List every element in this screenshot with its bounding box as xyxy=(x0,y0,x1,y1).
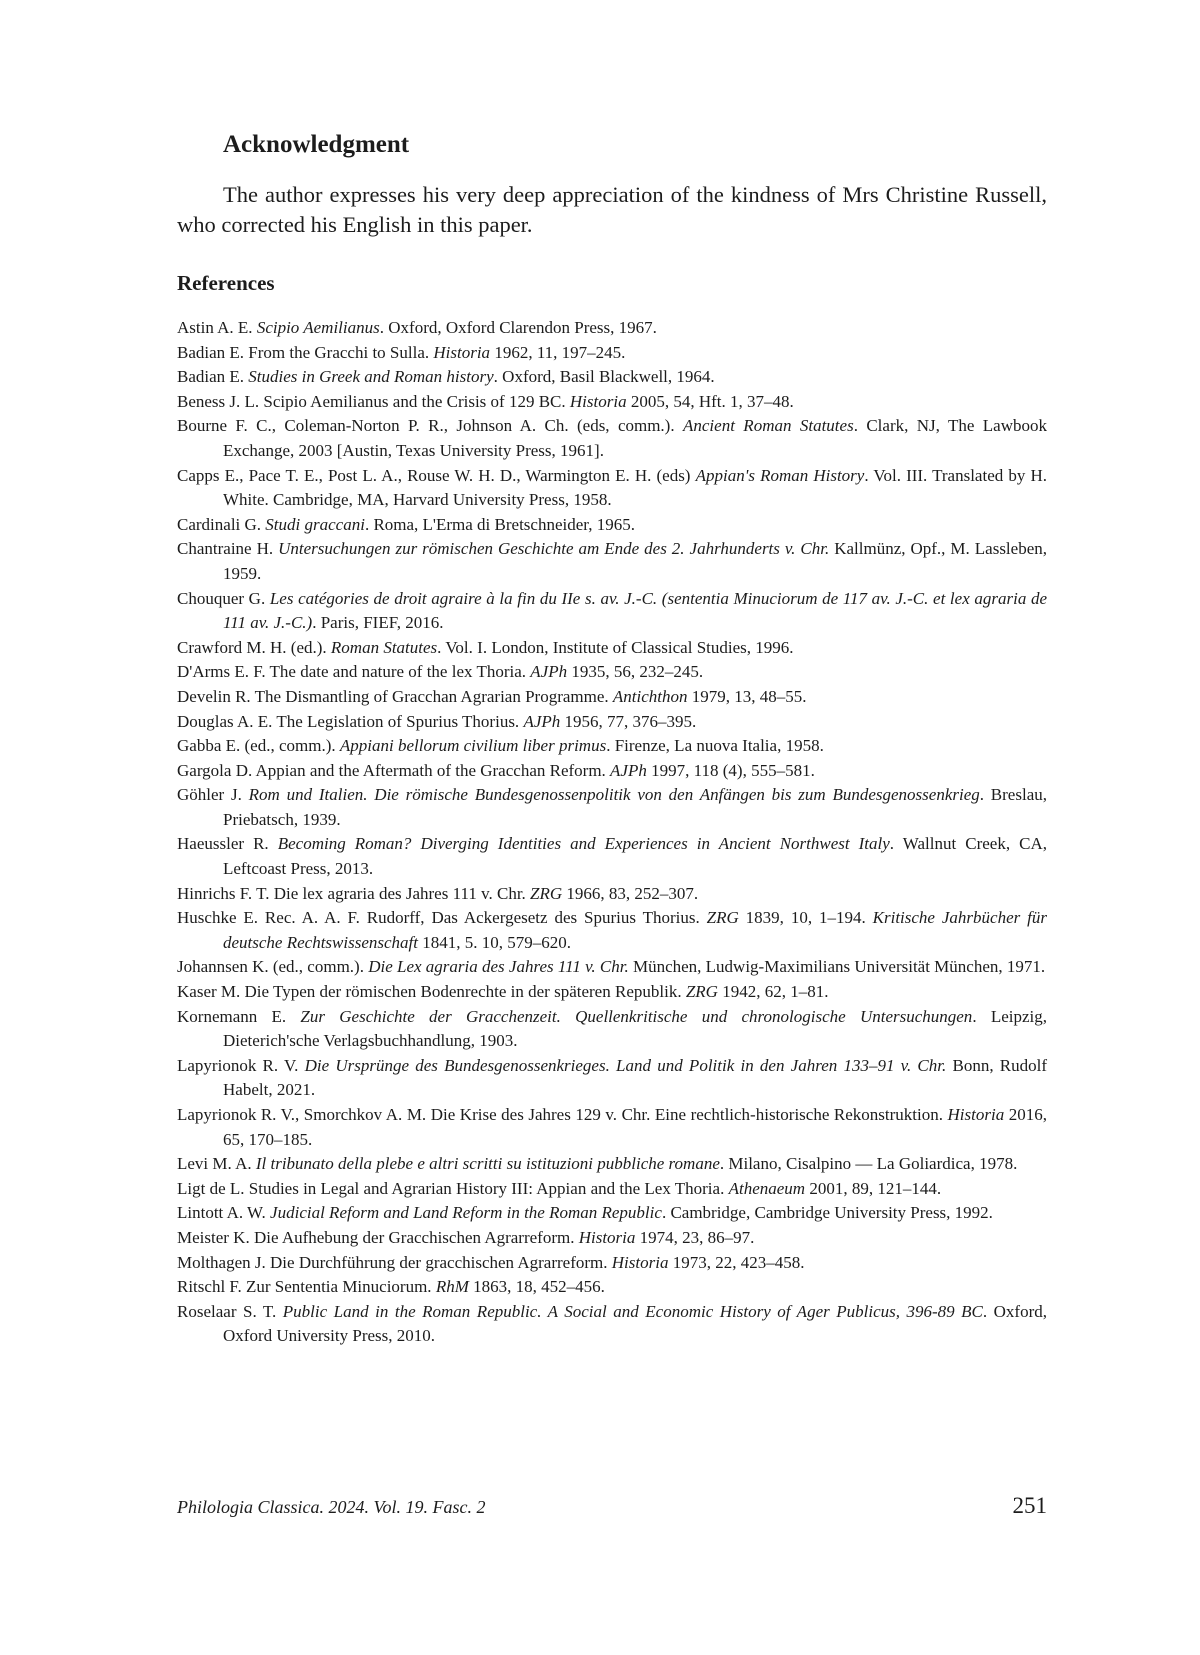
reference-title: Kritische Jahrbücher für deutsche Rechtswissenschaft xyxy=(223,908,1047,952)
reference-text: Lapyrionok R. V. xyxy=(177,1055,305,1075)
reference-item xyxy=(177,390,1047,415)
reference-item xyxy=(177,1152,1047,1177)
references-heading: References xyxy=(177,271,275,295)
reference-text: . Clark, NJ, The Lawbook Exchange, 2003 [Austin, Texas University Press, 1961]. xyxy=(223,416,1047,460)
reference-text: Chantraine H. xyxy=(177,539,279,559)
reference-title: AJPh xyxy=(610,760,647,780)
reference-title: Il tribunato della plebe e altri scritti su istituzioni pubbliche romane xyxy=(255,1154,720,1174)
reference-text: Hinrichs F. T. Die lex agraria des Jahres 111 v. Chr. xyxy=(177,883,531,903)
reference-item xyxy=(177,1300,1047,1349)
reference-item xyxy=(177,1201,1047,1226)
reference-title: Les catégories de droit agraire à la fin du IIe s. av. J.-C. (sententia Minuciorum de 117 av. J.-C. et lex agraria de 111 av. J.-C.) xyxy=(223,588,1047,633)
reference-title: Roman Statutes xyxy=(330,637,438,657)
reference-title: Becoming Roman? Diverging Identities and Experiences in Ancient Northwest Italy xyxy=(277,834,890,854)
reference-text: Gabba E. (ed., comm.). xyxy=(177,736,340,756)
reference-item xyxy=(177,414,1047,463)
reference-item xyxy=(177,685,1047,710)
reference-text: Meister K. Die Aufhebung der Gracchischen Agrarreform. xyxy=(177,1227,579,1247)
reference-text: Beness J. L. Scipio Aemilianus and the Crisis of 129 BC. xyxy=(177,391,570,411)
reference-text: . Vol. I. London, Institute of Classical Studies, 1996. xyxy=(437,637,794,657)
acknowledgment-heading: Acknowledgment xyxy=(223,131,410,158)
reference-text: Haeussler R. xyxy=(177,834,278,854)
reference-text: . Oxford, Basil Blackwell, 1964. xyxy=(493,367,715,387)
reference-text: 1942, 62, 1–81. xyxy=(717,982,829,1002)
reference-text: 1962, 11, 197–245. xyxy=(490,342,626,362)
reference-text: . Leipzig, Dieterich'sche Verlagsbuchhandlung, 1903. xyxy=(223,1006,1047,1051)
reference-title: Studies in Greek and Roman history xyxy=(248,367,494,387)
reference-text: . Oxford, Oxford Clarendon Press, 1967. xyxy=(379,318,657,337)
reference-text: Crawford M. H. (ed.). xyxy=(177,637,331,657)
reference-text: Levi M. A. xyxy=(177,1154,256,1174)
reference-title: Judicial Reform and Land Reform in the Roman Republic xyxy=(270,1203,662,1223)
reference-text: Roselaar S. T. xyxy=(177,1301,283,1321)
reference-text: 1997, 118 (4), 555–581. xyxy=(646,760,815,780)
reference-title: ZRG xyxy=(706,908,739,928)
reference-text: Cardinali G. xyxy=(177,514,266,534)
reference-list xyxy=(177,316,1047,1349)
reference-text: Kallmünz, Opf., M. Lassleben, 1959. xyxy=(223,539,1047,583)
reference-text: D'Arms E. F. The date and nature of the lex Thoria. xyxy=(177,662,531,682)
reference-title: ZRG xyxy=(685,982,718,1002)
reference-text: 2016, 65, 170–185. xyxy=(223,1105,1048,1149)
reference-text: Ritschl F. Zur Sententia Minuciorum. xyxy=(177,1277,436,1297)
reference-item xyxy=(177,1251,1047,1276)
reference-text: 1841, 5. 10, 579–620. xyxy=(418,932,571,952)
reference-title: Historia xyxy=(611,1252,669,1272)
reference-item xyxy=(177,882,1047,907)
reference-item xyxy=(177,832,1047,881)
reference-item xyxy=(177,759,1047,784)
reference-text: 1839, 10, 1–194. xyxy=(738,908,873,928)
reference-text: Lintott A. W. xyxy=(177,1203,271,1223)
reference-text: Douglas A. E. The Legislation of Spurius Thorius. xyxy=(177,711,524,731)
reference-title: Die Lex agraria des Jahres 111 v. Chr. xyxy=(368,957,629,977)
reference-item xyxy=(177,1005,1047,1054)
reference-title: Historia xyxy=(947,1105,1005,1124)
reference-title: Rom und Italien. Die römische Bundesgenossenpolitik von den Anfängen bis zum Bundesgenossenkrieg xyxy=(248,785,980,805)
reference-text: Gargola D. Appian and the Aftermath of the Gracchan Reform. xyxy=(177,760,611,780)
reference-title: Historia xyxy=(578,1227,636,1247)
reference-text: . Paris, FIEF, 2016. xyxy=(312,613,444,633)
reference-item xyxy=(177,341,1047,366)
reference-item xyxy=(177,365,1047,390)
reference-text: . Vol. III. Translated by H. White. Cambridge, MA, Harvard University Press, 1958. xyxy=(223,465,1047,510)
reference-title: Untersuchungen zur römischen Geschichte am Ende des 2. Jahrhunderts v. Chr. xyxy=(278,539,830,559)
reference-text: Lapyrionok R. V., Smorchkov A. M. Die Krise des Jahres 129 v. Chr. Eine rechtlich-historische Rekonstruktion. xyxy=(177,1105,948,1124)
reference-text: 2001, 89, 121–144. xyxy=(805,1178,942,1198)
reference-text: Kaser M. Die Typen der römischen Bodenrechte in der späteren Republik. xyxy=(177,982,686,1002)
reference-text: . Cambridge, Cambridge University Press, 1992. xyxy=(661,1203,993,1223)
reference-text: 1956, 77, 376–395. xyxy=(560,711,697,731)
reference-item xyxy=(177,537,1047,586)
reference-text: München, Ludwig-Maximilians Universität München, 1971. xyxy=(628,957,1046,977)
reference-text: 1966, 83, 252–307. xyxy=(562,883,699,903)
reference-title: Historia xyxy=(433,342,491,362)
reference-item xyxy=(177,636,1047,661)
reference-text: Bonn, Rudolf Habelt, 2021. xyxy=(223,1055,1048,1100)
reference-text: Johannsen K. (ed., comm.). xyxy=(177,957,369,977)
reference-title: Zur Geschichte der Gracchenzeit. Quellenkritische und chronologische Untersuchungen xyxy=(300,1006,973,1026)
reference-title: Scipio Aemilianus xyxy=(256,318,380,337)
reference-title: Appian's Roman History xyxy=(695,465,865,485)
reference-text: Develin R. The Dismantling of Gracchan Agrarian Programme. xyxy=(177,686,613,706)
reference-title: AJPh xyxy=(523,711,561,731)
reference-title: Ancient Roman Statutes xyxy=(683,416,854,436)
reference-item xyxy=(177,1177,1047,1202)
reference-text: Kornemann E. xyxy=(177,1006,301,1026)
reference-text: Huschke E. Rec. A. A. F. Rudorff, Das Ackergesetz des Spurius Thorius. xyxy=(177,908,707,928)
reference-text: Bourne F. C., Coleman-Norton P. R., Johnson A. Ch. (eds, comm.). xyxy=(177,416,683,436)
page-footer xyxy=(177,1493,1047,1523)
reference-title: RhM xyxy=(435,1277,469,1297)
reference-text: Göhler J. xyxy=(177,785,249,805)
journal-citation: Philologia Classica. 2024. Vol. 19. Fasc. 2 xyxy=(177,1497,486,1517)
reference-title: Appiani bellorum civilium liber primus xyxy=(339,736,607,756)
reference-item xyxy=(177,1275,1047,1300)
reference-text: 2005, 54, Hft. 1, 37–48. xyxy=(626,391,794,411)
reference-item xyxy=(177,1226,1047,1251)
reference-item xyxy=(177,734,1047,759)
reference-text: 1935, 56, 232–245. xyxy=(567,662,704,682)
reference-text: 1973, 22, 423–458. xyxy=(668,1252,805,1272)
reference-title: ZRG xyxy=(530,883,563,903)
acknowledgment-text: The author expresses his very deep appreciation of the kindness of Mrs Christine Russell, who corrected his English in this paper. xyxy=(177,182,1047,237)
reference-text: Chouquer G. xyxy=(177,588,270,608)
page-number: 251 xyxy=(1012,1493,1047,1518)
reference-title: Die Ursprünge des Bundesgenossenkrieges. Land und Politik in den Jahren 133–91 v. Chr. xyxy=(304,1055,947,1075)
reference-title: Athenaeum xyxy=(728,1178,806,1198)
reference-item xyxy=(177,1103,1047,1152)
reference-item xyxy=(177,906,1047,955)
reference-item xyxy=(177,660,1047,685)
reference-text: . Oxford, Oxford University Press, 2010. xyxy=(223,1301,1047,1346)
reference-text: Molthagen J. Die Durchführung der gracchischen Agrarreform. xyxy=(177,1252,612,1272)
reference-item xyxy=(177,955,1047,980)
reference-text: 1974, 23, 86–97. xyxy=(635,1227,755,1247)
reference-item xyxy=(177,1054,1047,1103)
reference-item xyxy=(177,587,1047,636)
reference-title: Historia xyxy=(569,391,627,411)
reference-text: . Firenze, La nuova Italia, 1958. xyxy=(606,736,824,756)
reference-text: Badian E. xyxy=(177,367,249,387)
reference-text: Ligt de L. Studies in Legal and Agrarian History III: Appian and the Lex Thoria. xyxy=(177,1178,729,1198)
reference-item xyxy=(177,316,1047,341)
reference-item xyxy=(177,513,1047,538)
reference-title: Public Land in the Roman Republic. A Social and Economic History of Ager Publicus, 396-89 BC xyxy=(282,1301,983,1321)
reference-title: Antichthon xyxy=(612,686,688,706)
reference-text: . Breslau, Priebatsch, 1939. xyxy=(223,785,1047,829)
reference-text: . Milano, Cisalpino — La Goliardica, 1978. xyxy=(719,1154,1018,1174)
reference-text: . Wallnut Creek, CA, Leftcoast Press, 2013. xyxy=(223,834,1047,879)
reference-item xyxy=(177,980,1047,1005)
reference-item xyxy=(177,783,1047,832)
reference-text: Astin A. E. xyxy=(177,318,257,337)
reference-text: Badian E. From the Gracchi to Sulla. xyxy=(177,342,434,362)
reference-title: Studi graccani xyxy=(265,514,365,534)
reference-text: Capps E., Pace T. E., Post L. A., Rouse W. H. D., Warmington E. H. (eds) xyxy=(177,465,696,485)
reference-text: 1863, 18, 452–456. xyxy=(468,1277,605,1297)
reference-title: AJPh xyxy=(530,662,568,682)
reference-item xyxy=(177,710,1047,735)
reference-text: . Roma, L'Erma di Bretschneider, 1965. xyxy=(364,514,636,534)
reference-text: 1979, 13, 48–55. xyxy=(687,686,807,706)
reference-item xyxy=(177,464,1047,513)
